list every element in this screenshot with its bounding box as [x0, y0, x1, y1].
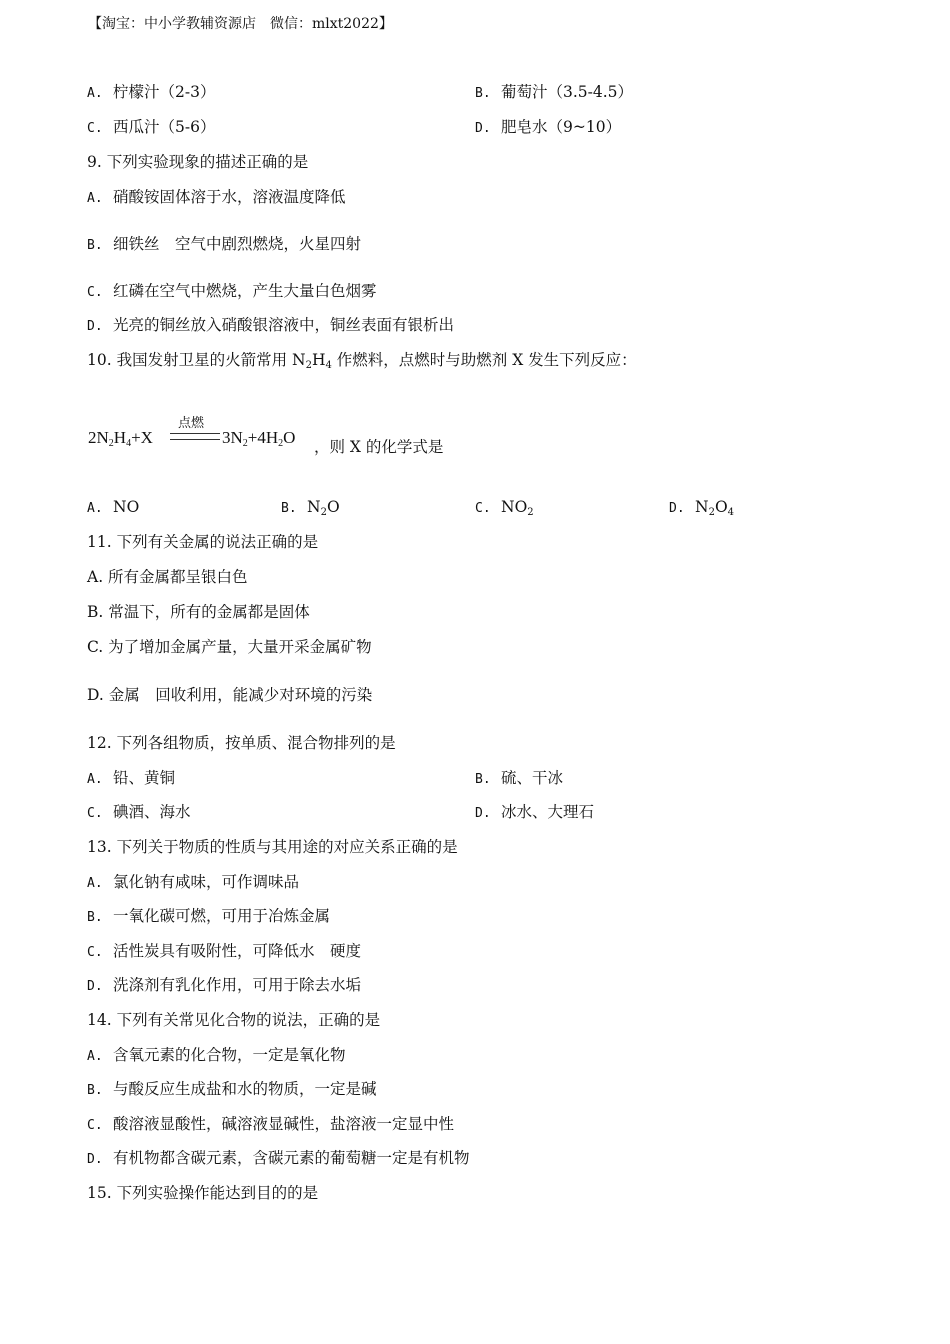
q14-option-c[interactable]: C. 酸溶液显酸性，碱溶液显碱性，盐溶液一定显中性 [87, 1115, 455, 1133]
q10-option-d[interactable]: D. $N_2O_4$ [669, 498, 735, 518]
q8-option-d[interactable]: D. 肥皂水（9~10） [475, 118, 622, 136]
q10-option-a[interactable]: A. NO [87, 498, 140, 516]
equation-products: $3N_2+4H_2O$ [222, 428, 296, 449]
q13-option-c[interactable]: C. 活性炭具有吸附性，可降低水 硬度 [87, 942, 362, 960]
q15-stem: 15. 下列实验操作能达到目的的是 [87, 1184, 319, 1202]
q11-stem: 11. 下列有关金属的说法正确的是 [87, 533, 319, 551]
q12-option-b[interactable]: B. 硫、干冰 [475, 769, 564, 787]
q14-stem: 14. 下列有关常见化合物的说法，正确的是 [87, 1011, 381, 1029]
q12-option-c[interactable]: C. 碘酒、海水 [87, 803, 191, 821]
q9-option-d[interactable]: D. 光亮的铜丝放入硝酸银溶液中，铜丝表面有银析出 [87, 316, 455, 334]
page-header: 【淘宝：中小学教辅资源店 微信：mlxt2022】 [88, 16, 393, 32]
q13-option-b[interactable]: B. 一氧化碳可燃，可用于冶炼金属 [87, 907, 331, 925]
q11-option-d[interactable]: D. 金属 回收利用，能减少对环境的污染 [87, 686, 373, 704]
q13-option-a[interactable]: A. 氯化钠有咸味，可作调味品 [87, 873, 300, 891]
reaction-equation [88, 408, 688, 468]
q10-option-c[interactable]: C. $NO_2$ [475, 498, 534, 518]
reaction-condition: 点燃 [178, 416, 205, 431]
equation-reactants: $2N_2H_4+X$ [88, 428, 153, 449]
q13-option-d[interactable]: D. 洗涤剂有乳化作用，可用于除去水垢 [87, 976, 362, 994]
q12-stem: 12. 下列各组物质，按单质、混合物排列的是 [87, 734, 396, 752]
q9-option-c[interactable]: C. 红磷在空气中燃烧，产生大量白色烟雾 [87, 282, 377, 300]
q8-option-b[interactable]: B. 葡萄汁（3.5-4.5） [475, 83, 634, 101]
q9-stem: 9. 下列实验现象的描述正确的是 [87, 153, 309, 171]
q9-option-a[interactable]: A. 硝酸铵固体溶于水，溶液温度降低 [87, 188, 346, 206]
q12-option-d[interactable]: D. 冰水、大理石 [475, 803, 595, 821]
equals-sign [170, 433, 220, 440]
q14-option-d[interactable]: D. 有机物都含碳元素，含碳元素的葡萄糖一定是有机物 [87, 1149, 470, 1167]
q8-option-c[interactable]: C. 西瓜汁（5-6） [87, 118, 216, 136]
q10-stem: 10. 我国发射卫星的火箭常用 $N_2H_4$ 作燃料，点燃时与助燃剂 X 发生下列反应： [87, 351, 637, 371]
q8-option-a[interactable]: A. 柠檬汁（2-3） [87, 83, 216, 101]
q13-stem: 13. 下列关于物质的性质与其用途的对应关系正确的是 [87, 838, 458, 856]
equation-question: ，则 X 的化学式是 [314, 438, 444, 456]
q14-option-a[interactable]: A. 含氧元素的化合物，一定是氧化物 [87, 1046, 346, 1064]
q10-option-b[interactable]: B. $N_2O$ [281, 498, 340, 518]
q12-option-a[interactable]: A. 铅、黄铜 [87, 769, 176, 787]
q11-option-c[interactable]: C. 为了增加金属产量，大量开采金属矿物 [87, 638, 372, 656]
q11-option-a[interactable]: A. 所有金属都呈银白色 [87, 568, 248, 586]
q14-option-b[interactable]: B. 与酸反应生成盐和水的物质，一定是碱 [87, 1080, 377, 1098]
q11-option-b[interactable]: B. 常温下，所有的金属都是固体 [87, 603, 310, 621]
q9-option-b[interactable]: B. 细铁丝 空气中剧烈燃烧，火星四射 [87, 235, 362, 253]
